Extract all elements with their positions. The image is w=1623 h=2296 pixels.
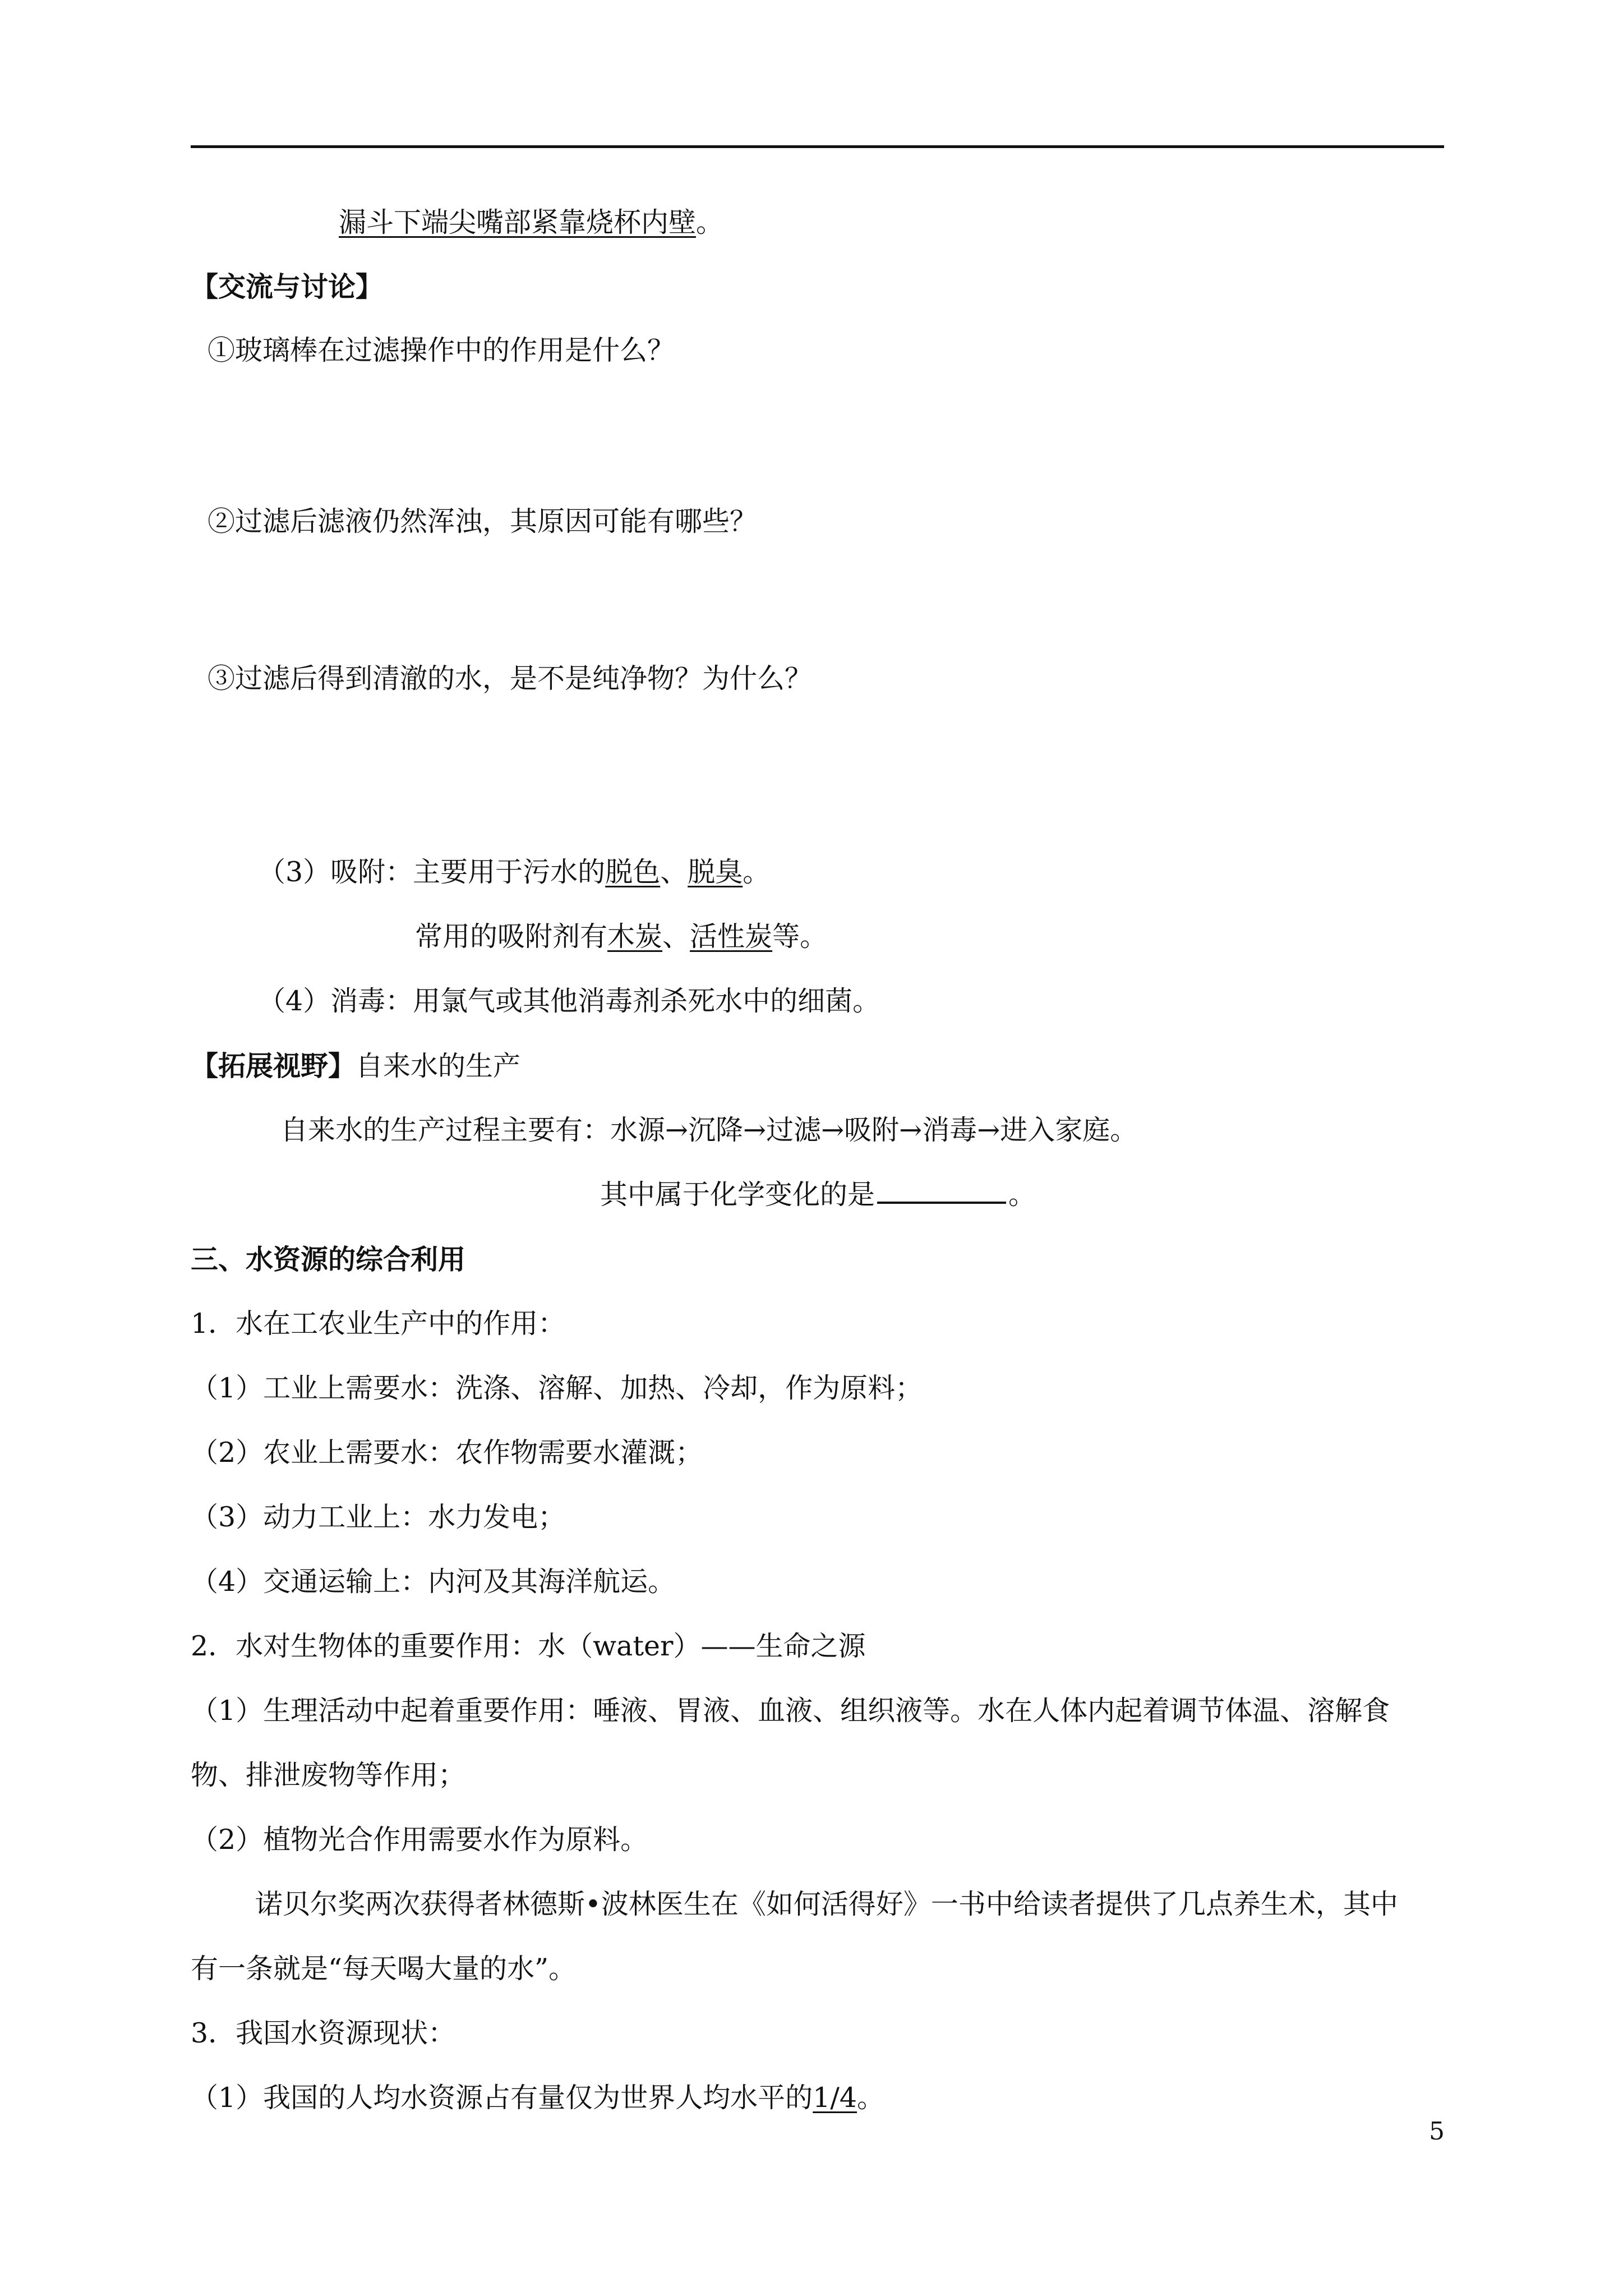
bio-item-1b: 物、排泄废物等作用； <box>191 1759 466 1791</box>
item-1: （1）工业上需要水：洗涤、溶解、加热、冷却，作为原料； <box>191 1372 923 1404</box>
item-2: （2）农业上需要水：农作物需要水灌溉； <box>191 1437 703 1469</box>
adsorption-line: （3）吸附：主要用于污水的脱色、脱臭。 <box>258 856 771 888</box>
point-3: 3．我国水资源现状： <box>191 2017 456 2049</box>
bio-item-1a: （1）生理活动中起着重要作用：唾液、胃液、血液、组织液等。水在人体内起着调节体温、溶解食 <box>191 1695 1390 1727</box>
point-2: 2．水对生物体的重要作用：水（water）——生命之源 <box>191 1630 866 1662</box>
nobel-paragraph-b: 有一条就是“每天喝大量的水”。 <box>191 1953 577 1985</box>
question-3: ③过滤后得到清澈的水，是不是纯净物？为什么？ <box>208 662 813 694</box>
section-3-title: 三、水资源的综合利用 <box>191 1243 466 1276</box>
item-3: （3）动力工业上：水力发电； <box>191 1501 566 1533</box>
page-number: 5 <box>1429 2117 1445 2146</box>
item-4: （4）交通运输上：内河及其海洋航运。 <box>191 1566 676 1598</box>
bio-item-2: （2）植物光合作用需要水作为原料。 <box>191 1824 648 1856</box>
header-rule <box>191 145 1444 148</box>
question-2: ②过滤后滤液仍然浑浊，其原因可能有哪些？ <box>208 505 758 537</box>
question-1: ①玻璃棒在过滤操作中的作用是什么？ <box>208 334 675 366</box>
adsorbent-line: 常用的吸附剂有木炭、活性炭等。 <box>415 921 828 953</box>
expand-heading: 【拓展视野】自来水的生产 <box>191 1050 521 1082</box>
answer-blank <box>877 1177 1006 1204</box>
nobel-paragraph-a: 诺贝尔奖两次获得者林德斯•波林医生在《如何活得好》一书中给读者提供了几点养生术，其中 <box>255 1888 1398 1920</box>
disinfection-line: （4）消毒：用氯气或其他消毒剂杀死水中的细菌。 <box>258 985 880 1017</box>
heading-discussion: 【交流与讨论】 <box>191 270 384 303</box>
chemical-change-line: 其中属于化学变化的是 。 <box>600 1175 1036 1214</box>
point-1: 1．水在工农业生产中的作用： <box>191 1308 566 1340</box>
text-line: 漏斗下端尖嘴部紧靠烧杯内壁。 <box>339 206 724 238</box>
process-line: 自来水的生产过程主要有：水源→沉降→过滤→吸附→消毒→进入家庭。 <box>280 1114 1138 1146</box>
resource-item-1: （1）我国的人均水资源占有量仅为世界人均水平的1/4。 <box>191 2082 885 2114</box>
